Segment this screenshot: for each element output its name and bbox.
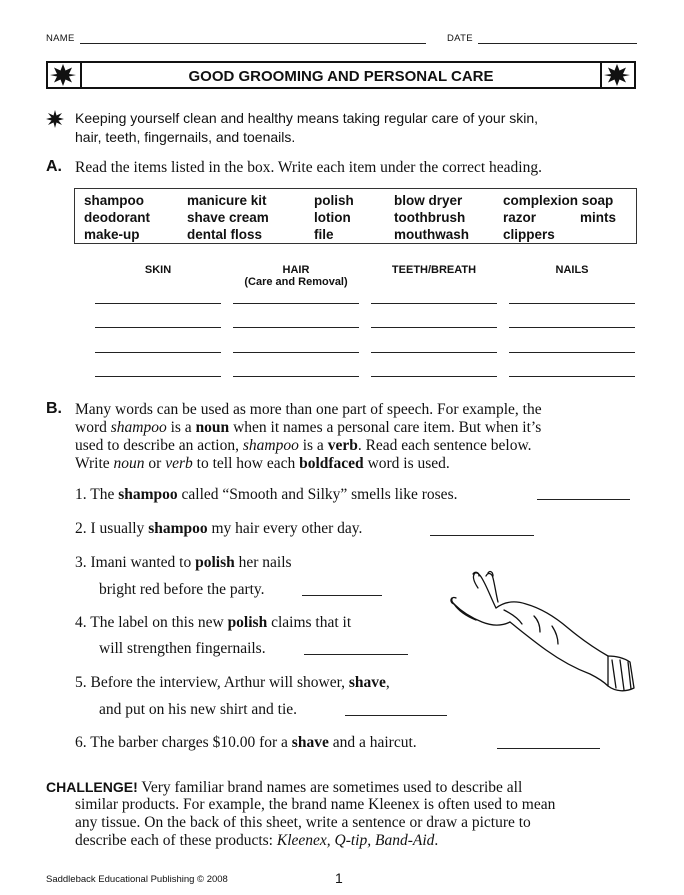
challenge-line-4 bbox=[75, 832, 438, 850]
section-b-para-line-4 bbox=[75, 455, 450, 473]
skin-answer-line[interactable] bbox=[95, 327, 221, 328]
nails-answer-line[interactable] bbox=[509, 376, 635, 377]
challenge-line-3: any tissue. On the back of this sheet, write a sentence or draw a picture to bbox=[75, 814, 531, 831]
sentence-bold-word: polish bbox=[227, 614, 268, 631]
section-b-para-line-2 bbox=[75, 419, 541, 437]
skin-answer-line[interactable] bbox=[95, 376, 221, 377]
hair-answer-line[interactable] bbox=[233, 327, 359, 328]
intro-line-2: hair, teeth, fingernails, and toenails. bbox=[75, 129, 296, 145]
heading-hair: HAIR bbox=[282, 264, 310, 276]
sentence-text: The bbox=[90, 486, 119, 503]
sentence-3-line-2: bright red before the party. bbox=[99, 581, 265, 598]
section-b-letter: B. bbox=[46, 400, 62, 417]
para-text: Write bbox=[75, 455, 114, 472]
sentence-bold-word: shave bbox=[291, 734, 329, 751]
word-box bbox=[74, 188, 637, 244]
word-item: blow dryer bbox=[394, 193, 463, 208]
sentence-text: and a haircut. bbox=[328, 734, 417, 751]
section-b-para-line-3 bbox=[75, 437, 532, 455]
word-item: shampoo bbox=[84, 193, 145, 208]
para-bold: boldfaced bbox=[299, 455, 364, 472]
word-item: manicure kit bbox=[187, 193, 267, 208]
word-item: mouthwash bbox=[394, 227, 470, 242]
sentence-6 bbox=[75, 730, 417, 756]
para-text: used to describe an action, bbox=[75, 437, 243, 454]
teeth-answer-line[interactable] bbox=[371, 303, 497, 304]
sentence-1 bbox=[75, 482, 457, 508]
para-text: is a bbox=[166, 419, 196, 436]
date-line[interactable] bbox=[478, 43, 637, 44]
para-text: when it names a personal care item. But when it’s bbox=[229, 419, 542, 436]
word-item: complexion soap bbox=[503, 193, 614, 208]
sentence-number: 2. bbox=[75, 520, 87, 537]
answer-line-6[interactable] bbox=[497, 748, 600, 749]
answer-line-2[interactable] bbox=[430, 535, 534, 536]
starburst-bullet-icon bbox=[46, 110, 64, 133]
nails-answer-line[interactable] bbox=[509, 352, 635, 353]
hair-answer-line[interactable] bbox=[233, 303, 359, 304]
challenge-label: CHALLENGE! bbox=[46, 779, 138, 795]
word-item: toothbrush bbox=[394, 210, 466, 225]
answer-line-1[interactable] bbox=[537, 499, 630, 500]
word-item: clippers bbox=[503, 227, 555, 242]
para-text: is a bbox=[298, 437, 328, 454]
word-item: dental floss bbox=[187, 227, 263, 242]
word-item: file bbox=[314, 227, 334, 242]
challenge-line-2: similar products. For example, the brand name Kleenex is often used to mean bbox=[75, 796, 556, 813]
section-a-instruction: Read the items listed in the box. Write each item under the correct heading. bbox=[75, 159, 542, 176]
sentence-number: 5. bbox=[75, 674, 87, 691]
skin-answer-line[interactable] bbox=[95, 303, 221, 304]
sentence-bold-word: shave bbox=[348, 674, 386, 691]
sentence-2 bbox=[75, 516, 362, 542]
para-text: word is used. bbox=[363, 455, 450, 472]
sentence-text: The label on this new bbox=[90, 614, 228, 631]
para-bold: verb bbox=[327, 437, 358, 454]
sentence-text: Imani wanted to bbox=[90, 554, 196, 571]
para-italic: noun bbox=[113, 455, 145, 472]
sentence-text: called “Smooth and Silky” smells like roses. bbox=[177, 486, 458, 503]
para-text: . Read each sentence below. bbox=[357, 437, 532, 454]
sentence-bold-word: polish bbox=[195, 554, 235, 571]
heading-skin: SKIN bbox=[144, 264, 172, 276]
sentence-number: 3. bbox=[75, 554, 87, 571]
section-b-para-line-1 bbox=[75, 401, 542, 419]
date-label: DATE bbox=[447, 33, 473, 44]
sentence-number: 4. bbox=[75, 614, 87, 631]
sentence-text: , bbox=[385, 674, 390, 691]
nails-answer-line[interactable] bbox=[509, 327, 635, 328]
nails-answer-line[interactable] bbox=[509, 303, 635, 304]
challenge-line-1 bbox=[46, 778, 522, 797]
title-box bbox=[46, 61, 636, 89]
sentence-5-line-2: and put on his new shirt and tie. bbox=[99, 701, 298, 718]
heading-hair-sub: (Care and Removal) bbox=[244, 276, 348, 288]
intro-line-1: Keeping yourself clean and healthy means taking regular care of your skin, bbox=[75, 110, 539, 126]
sentence-4 bbox=[75, 610, 351, 636]
challenge-text: describe each of these products: bbox=[75, 832, 277, 849]
word-item: razor bbox=[503, 210, 537, 225]
teeth-answer-line[interactable] bbox=[371, 376, 497, 377]
sentence-text: I usually bbox=[90, 520, 149, 537]
challenge-italic-products: Kleenex, Q-tip, Band-Aid bbox=[276, 832, 435, 849]
sentence-number: 1. bbox=[75, 486, 87, 503]
word-item: lotion bbox=[314, 210, 351, 225]
page-number: 1 bbox=[335, 870, 343, 886]
challenge-text: Very familiar brand names are sometimes used to describe all bbox=[137, 779, 523, 796]
sentence-text: The barber charges $10.00 for a bbox=[90, 734, 292, 751]
para-italic: verb bbox=[165, 455, 193, 472]
word-item: make-up bbox=[84, 227, 140, 242]
skin-answer-line[interactable] bbox=[95, 352, 221, 353]
sentence-3 bbox=[75, 550, 292, 576]
para-italic: shampoo bbox=[110, 419, 167, 436]
hair-answer-line[interactable] bbox=[233, 376, 359, 377]
sentence-bold-word: shampoo bbox=[148, 520, 208, 537]
heading-teeth-breath: TEETH/BREATH bbox=[391, 264, 477, 276]
word-item: mints bbox=[580, 210, 617, 225]
sentence-text: claims that it bbox=[267, 614, 352, 631]
answer-line-3[interactable] bbox=[302, 595, 382, 596]
para-text: or bbox=[144, 455, 166, 472]
sentence-number: 6. bbox=[75, 734, 87, 751]
teeth-answer-line[interactable] bbox=[371, 352, 497, 353]
hand-illustration bbox=[448, 570, 638, 707]
word-item: shave cream bbox=[187, 210, 269, 225]
sentence-4-line-2: will strengthen fingernails. bbox=[99, 640, 266, 657]
sentence-bold-word: shampoo bbox=[118, 486, 178, 503]
para-text: Many words can be used as more than one part of speech. For example, the bbox=[75, 401, 542, 418]
para-bold: noun bbox=[195, 419, 230, 436]
section-a-letter: A. bbox=[46, 158, 62, 175]
hair-answer-line[interactable] bbox=[233, 352, 359, 353]
sentence-5 bbox=[75, 670, 390, 696]
publisher-credit: Saddleback Educational Publishing © 2008 bbox=[46, 874, 228, 885]
para-text: to tell how each bbox=[192, 455, 300, 472]
star-icon-right bbox=[600, 63, 634, 87]
para-text: word bbox=[75, 419, 111, 436]
sentence-text: my hair every other day. bbox=[207, 520, 363, 537]
para-italic: shampoo bbox=[242, 437, 299, 454]
word-item: deodorant bbox=[84, 210, 150, 225]
answer-line-4[interactable] bbox=[304, 654, 408, 655]
word-item: polish bbox=[314, 193, 354, 208]
teeth-answer-line[interactable] bbox=[371, 327, 497, 328]
page-title: GOOD GROOMING AND PERSONAL CARE bbox=[188, 68, 494, 85]
name-label: NAME bbox=[46, 33, 75, 44]
sentence-text: Before the interview, Arthur will shower, bbox=[90, 674, 349, 691]
heading-nails: NAILS bbox=[555, 264, 589, 276]
answer-line-5[interactable] bbox=[345, 715, 447, 716]
name-line[interactable] bbox=[80, 43, 426, 44]
sentence-text: her nails bbox=[234, 554, 292, 571]
challenge-text: . bbox=[434, 832, 439, 849]
